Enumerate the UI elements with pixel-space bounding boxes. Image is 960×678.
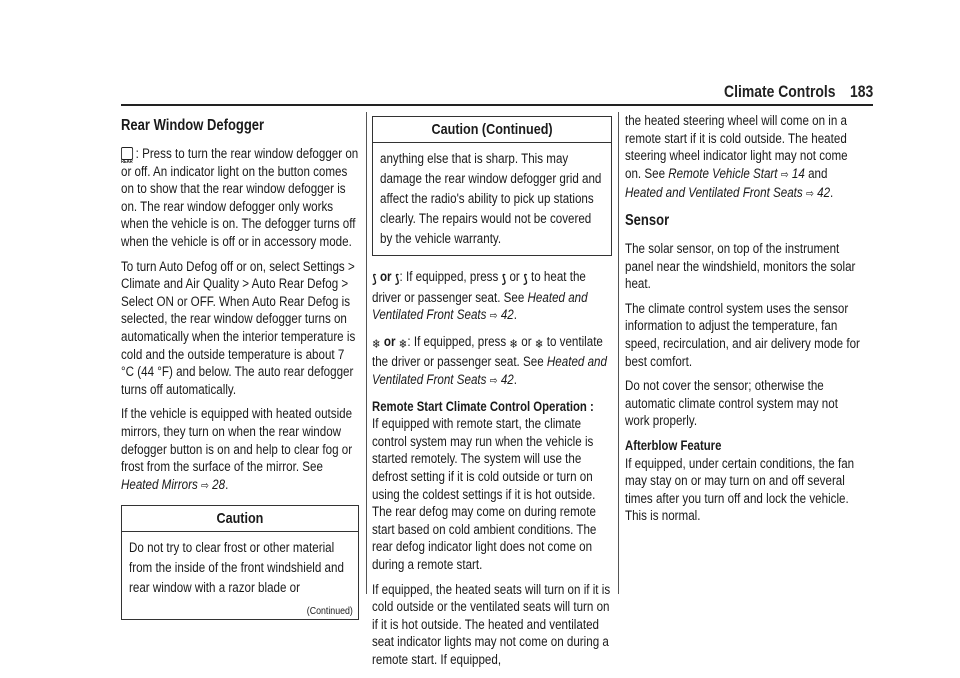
remote-start-paragraph: If equipped with remote start, the climate control system may run when the vehicle is started remotely. The system will use the defrost setting if it is cold outside or turn on using the coldest settings if it is hot outside. The rear defog may come on during remote start based on cold ambient conditions. The rear defog indicator light does not come on during a remote start. [372, 416, 597, 572]
heated-seats-link[interactable]: Heated and Ventilated Front Seats [625, 185, 803, 201]
page-ref-arrow-icon: ⇨ [489, 374, 498, 387]
heated-mirrors-paragraph: If the vehicle is equipped with heated outside mirrors, they turn on when the rear window defogger button is on and help to clear fog or frost from the surface of the mirror. See Heated Mirrors ⇨ 28. [121, 406, 353, 492]
caution-body [122, 532, 358, 598]
remote-vehicle-start-link[interactable]: Remote Vehicle Start [668, 165, 778, 181]
remote-start-seats-paragraph: If equipped, the heated seats will turn on if it is cold outside or the ventilated seats will turn on if it is hot outside. The heated and ventilated seat indicator lights may not come on during a remote start. If equipped, [372, 581, 611, 667]
heated-seat-icon: ⟆ [501, 272, 507, 286]
column-2 [372, 112, 612, 675]
ventilated-seat-icon: ❄ [509, 336, 519, 351]
caution-text: Do not try to clear frost or other material from the inside of the front windshield and rear window with a razor blade or [129, 540, 344, 596]
ventilated-seat-icon: ❄ [372, 336, 381, 351]
heated-seat-passenger-icon: ⟆ [394, 272, 400, 286]
caution-text: anything else that is sharp. This may damage the rear window defogger grid and affect the radio's ability to pick up stations clearly. The repairs would not be covered by the vehicle warranty. [380, 151, 602, 246]
heated-seat-paragraph: ⟆ or ⟆: If equipped, press ⟆ or ⟆ to heat the driver or passenger seat. See Heated and Ventilated Front Seats ⇨ 42. [372, 269, 588, 323]
rear-defog-icon [121, 147, 133, 160]
ventilated-seat-passenger-icon: ❄ [534, 336, 544, 351]
caution-title: Caution [122, 506, 358, 532]
column-divider [366, 112, 367, 594]
page-ref-arrow-icon: ⇨ [805, 188, 814, 201]
afterblow-paragraph: If equipped, under certain conditions, the fan may stay on or may turn on and off several times after you turn off and lock the vehicle. This is normal. [625, 455, 855, 524]
sensor-paragraph-3: Do not cover the sensor; otherwise the automatic climate control system may not work properly. [625, 378, 838, 429]
page-ref-arrow-icon: ⇨ [201, 479, 209, 492]
caution-body [373, 143, 611, 255]
heated-seats-link[interactable]: Heated and Ventilated Front Seats [372, 289, 588, 323]
section-title: Climate Controls [724, 82, 836, 101]
ventilated-seat-paragraph: ❄ or ❄: If equipped, press ❄ or ❄ to ventilate the driver or passenger seat. See Heated and Ventilated Front Seats ⇨ 42. [372, 333, 607, 387]
page-ref-arrow-icon: ⇨ [780, 168, 789, 181]
heated-seat-passenger-icon: ⟆ [523, 272, 528, 286]
page-ref-arrow-icon: ⇨ [489, 310, 498, 323]
sensor-paragraph-1: The solar sensor, on top of the instrument panel near the windshield, monitors the solar heat. [625, 240, 856, 292]
sensor-paragraph-2: The climate control system uses the sensor information to adjust the temperature, fan speed, recirculation, and air delivery mode for best comfort. [625, 300, 860, 369]
header-rule [121, 104, 873, 106]
column-1 [121, 112, 359, 632]
auto-defog-paragraph: To turn Auto Defog off or on, select Settings > Climate and Air Quality > Auto Rear Defog > Select ON or OFF. When Auto Rear Defog is selected, the rear window defogger turns on automatically when the interior temperature is cold and the outside temperature is about 7 °C (44 °F) and below. The auto rear defogger turns off automatically. [121, 258, 356, 397]
caution-title: Caution (Continued) [373, 117, 611, 143]
ventilated-seat-passenger-icon: ❄ [398, 336, 408, 351]
heated-mirrors-link[interactable]: Heated Mirrors [121, 476, 198, 492]
afterblow-heading: Afterblow Feature [625, 437, 722, 453]
sensor-heading: Sensor [625, 211, 670, 229]
caution-box [121, 505, 359, 620]
heated-seat-icon: ⟆ [372, 272, 377, 286]
heading-rear-window-defogger: Rear Window Defogger [121, 117, 265, 134]
caution-continued: (Continued) [306, 605, 353, 618]
page-header [0, 0, 960, 110]
caution-box-continued [372, 116, 612, 256]
remote-start-heading: Remote Start Climate Control Operation : [372, 398, 594, 414]
page-number: 183 [850, 82, 874, 101]
ventilated-seats-link[interactable]: Heated and Ventilated Front Seats [372, 354, 607, 387]
steering-wheel-paragraph: the heated steering wheel will come on in a remote start if it is cold outside. The heated steering wheel indicator light may not come on. See Remote Vehicle Start ⇨ 14 and Heated and Ventilated Front Seats ⇨ 42. [625, 113, 848, 201]
column-3 [625, 112, 865, 532]
defogger-paragraph: REAR: Press to turn the rear window defogger on or off. An indicator light on the button comes on to show that the rear window defogger is on. The rear window defogger only works when the vehicle is on. The defogger turns off when the vehicle is off or in accessory mode. [121, 145, 359, 251]
column-divider [618, 112, 619, 594]
